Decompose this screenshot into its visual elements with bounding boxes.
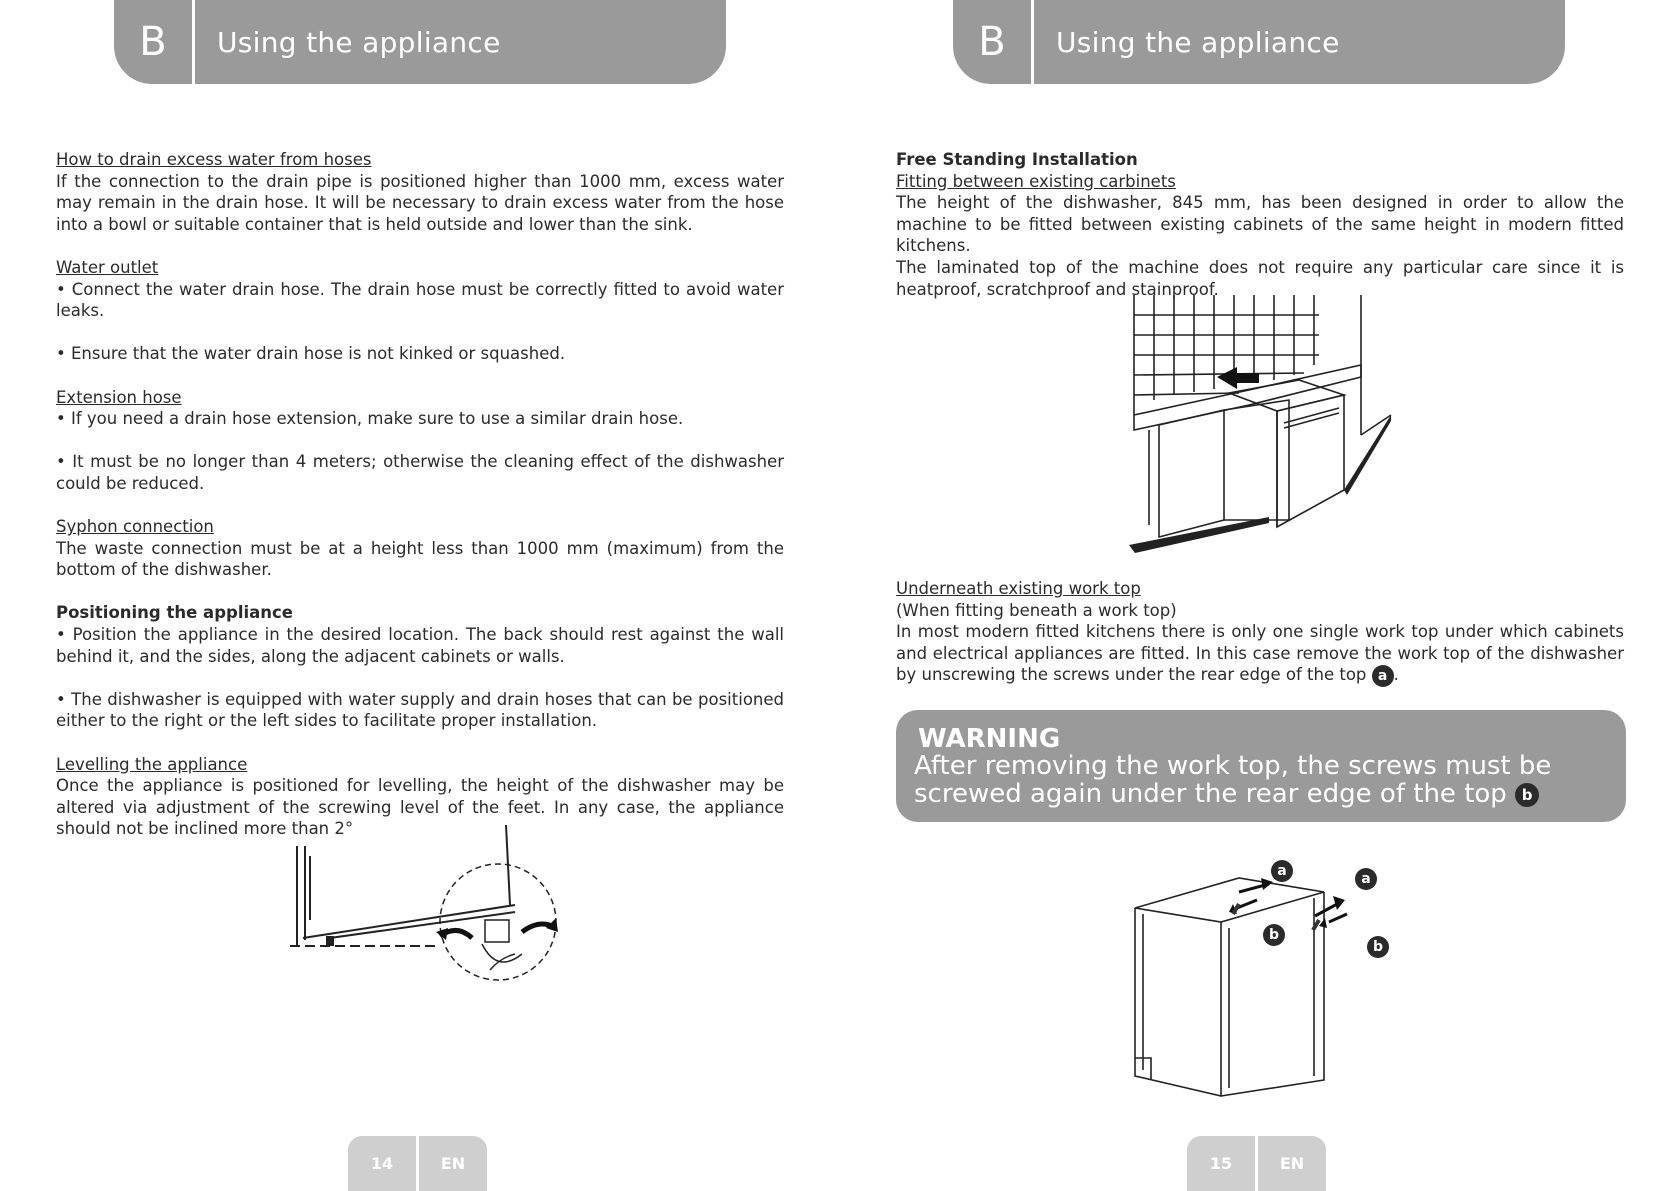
free-standing-heading: Free Standing Installation	[896, 150, 1138, 169]
syphon-text: The waste connection must be at a height less than 1000 mm (maximum) from the bottom of the dishwasher.	[56, 538, 784, 580]
section-header	[953, 0, 1565, 84]
outlet-bullet-1: • Connect the water drain hose. The drain hose must be correctly fitted to avoid water leaks.	[56, 279, 784, 321]
outlet-bullet-2: • Ensure that the water drain hose is not kinked or squashed.	[56, 344, 566, 364]
language-label: EN	[419, 1136, 487, 1191]
marker-a-icon: a	[1372, 665, 1394, 687]
drain-heading: How to drain excess water from hoses	[56, 150, 372, 169]
extension-bullet-2: • It must be no longer than 4 meters; otherwise the cleaning effect of the dishwasher could be reduced.	[56, 452, 784, 493]
header-divider	[1031, 0, 1034, 84]
header-divider	[192, 0, 195, 84]
fitting-subheading: Fitting between existing carbinets	[896, 171, 1176, 191]
underneath-note: (When fitting beneath a work top)	[896, 600, 1177, 620]
section-letter: B	[139, 19, 167, 65]
underneath-text-body: In most modern fitted kitchens there is only one single work top under which cabinets and electrical appliances are fitted. In this case remove the work top of the dishwasher by unscrewing the screws under the rear edge of the top	[896, 622, 1624, 685]
positioning-bullet-1: • Position the appliance in the desired location. The back should rest against the wall behind it, and the sides, along the adjacent cabinets or walls.	[56, 625, 784, 666]
figure-marker-b-icon: b	[1367, 936, 1389, 958]
figure-marker-b-icon: b	[1263, 924, 1285, 946]
underneath-content	[896, 578, 1624, 687]
extension-heading: Extension hose	[56, 387, 182, 407]
warning-box	[896, 710, 1626, 822]
figure-marker-a-icon: a	[1355, 868, 1377, 890]
fitting-text-2: The laminated top of the machine does not require any particular care since it is heatproof, scratchproof and stainproof.	[896, 257, 1624, 299]
figure-marker-a-icon: a	[1271, 860, 1293, 882]
levelling-feet-illustration	[290, 820, 570, 985]
levelling-heading: Levelling the appliance	[56, 754, 248, 774]
right-page	[839, 0, 1678, 1191]
warning-text	[914, 752, 1614, 808]
section-letter: B	[978, 19, 1006, 65]
kitchen-fitting-illustration	[1129, 295, 1439, 557]
section-header	[114, 0, 726, 84]
page-number: 15	[1187, 1136, 1255, 1191]
left-content	[56, 149, 784, 840]
levelling-text: Once the appliance is positioned for levelling, the height of the dishwasher may be altered via adjustment of the screwing level of the feet. In any case, the appliance should not be inclined more than 2°	[56, 776, 784, 839]
extension-bullet-1: • If you need a drain hose extension, make sure to use a similar drain hose.	[56, 409, 684, 429]
section-title: Using the appliance	[217, 26, 501, 59]
language-label: EN	[1258, 1136, 1326, 1191]
page-number: 14	[348, 1136, 416, 1191]
warning-text-body: After removing the work top, the screws must be screwed again under the rear edge of the top	[914, 751, 1552, 809]
syphon-heading: Syphon connection	[56, 517, 214, 537]
positioning-bullet-2: • The dishwasher is equipped with water supply and drain hoses that can be positioned either to the right or the left sides to facilitate proper installation.	[56, 689, 784, 731]
outlet-heading: Water outlet	[56, 257, 159, 277]
underneath-text: In most modern fitted kitchens there is only one single work top under which cabinets and electrical appliances are fitted. In this case remove the work top of the dishwasher by unscrewing the screws under the rear edge of the top a .	[896, 621, 1624, 687]
underneath-heading: Underneath existing work top	[896, 579, 1141, 598]
warning-title: WARNING	[918, 724, 1061, 754]
drain-text: If the connection to the drain pipe is positioned higher than 1000 mm, excess water may remain in the drain hose. It will be necessary to drain excess water from the hose into a bowl or suitable container that is held outside and lower than the sink.	[56, 171, 784, 234]
fitting-text-1: The height of the dishwasher, 845 mm, has been designed in order to allow the machine to be fitted between existing cabinets of the same height in modern fitted kitchens.	[896, 193, 1624, 256]
right-content	[896, 149, 1624, 300]
positioning-heading: Positioning the appliance	[56, 603, 293, 623]
section-title: Using the appliance	[1056, 26, 1340, 59]
marker-b-icon: b	[1515, 783, 1539, 807]
